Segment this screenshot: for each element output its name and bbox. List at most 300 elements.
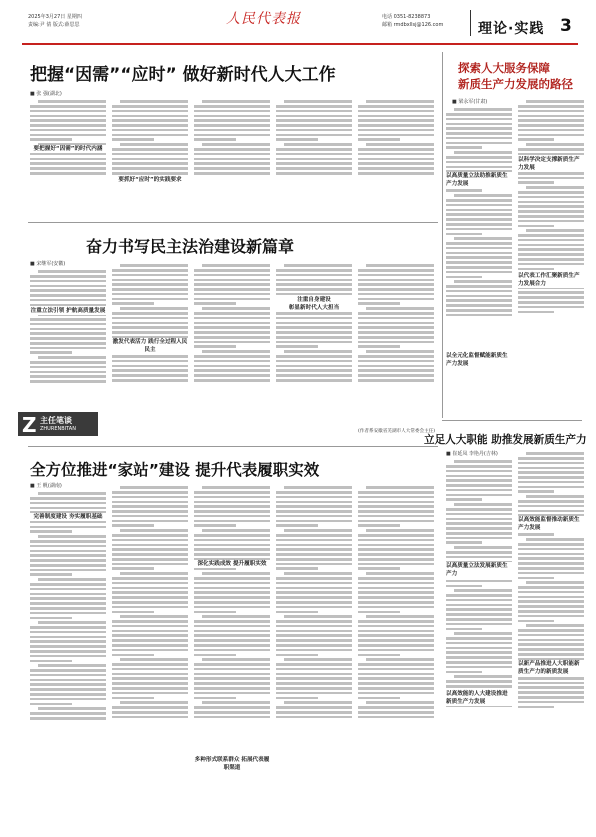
text-line [454, 589, 512, 592]
text-line [276, 331, 352, 334]
text-line [194, 172, 270, 175]
text-line [276, 601, 352, 604]
text-line [30, 342, 106, 345]
text-line [454, 460, 512, 463]
text-line [358, 293, 434, 296]
article-1-column-3 [194, 98, 270, 216]
text-line [112, 539, 188, 542]
text-line [194, 548, 270, 551]
text-line [112, 110, 188, 113]
text-line [518, 248, 584, 251]
text-line [358, 687, 434, 690]
text-line [446, 261, 512, 264]
text-line [446, 118, 512, 121]
text-line [358, 520, 434, 523]
text-line [366, 307, 434, 310]
text-line [358, 129, 434, 132]
text-line [194, 649, 270, 652]
text-line [30, 593, 106, 596]
text-line [112, 317, 188, 320]
text-line [38, 492, 106, 495]
article-2-subhead-1: 以高质量立法助推新质生产力发展 [446, 172, 512, 188]
text-line [518, 605, 584, 608]
text-line [358, 563, 434, 566]
text-line [276, 553, 352, 556]
text-line [366, 264, 434, 267]
text-line [446, 585, 482, 588]
text-line [518, 105, 584, 108]
text-line [30, 645, 106, 648]
text-line [446, 290, 512, 293]
text-line [194, 365, 270, 368]
masthead: 人民代表报 [226, 11, 301, 27]
text-line [518, 471, 584, 474]
text-line [38, 664, 106, 667]
text-line [38, 621, 106, 624]
text-line [276, 563, 352, 566]
text-line [112, 134, 188, 137]
text-line [112, 716, 188, 719]
article-5-column-5 [358, 484, 434, 828]
article-2-column-1 [446, 106, 512, 418]
text-line [120, 529, 188, 532]
text-line [518, 467, 584, 470]
text-line [276, 355, 352, 358]
text-line [446, 541, 482, 544]
email-line: 邮箱 rmdbxllsj@126.com [382, 22, 444, 28]
text-line [358, 692, 434, 695]
text-line [194, 577, 270, 580]
text-line [30, 583, 106, 586]
text-line [358, 673, 434, 676]
text-line [276, 148, 352, 151]
text-line [276, 596, 352, 599]
header-divider [470, 10, 471, 36]
text-line [358, 148, 434, 151]
text-line [112, 558, 188, 561]
text-line [194, 591, 270, 594]
text-line [112, 548, 188, 551]
article-4-subhead-1: 以高质量立法发展新质生产力 [446, 562, 512, 578]
text-line [276, 548, 352, 551]
text-line [446, 146, 482, 149]
text-line [358, 510, 434, 513]
text-line [358, 269, 434, 272]
text-line [446, 484, 512, 487]
text-line [358, 501, 434, 504]
text-line [454, 546, 512, 549]
text-line [518, 490, 554, 493]
text-line [518, 481, 584, 484]
text-line [30, 347, 106, 350]
text-line [526, 581, 584, 584]
text-line [446, 242, 512, 245]
text-line [518, 686, 584, 689]
text-line [526, 538, 584, 541]
text-line [30, 674, 106, 677]
text-line [276, 115, 352, 118]
text-line [112, 355, 188, 358]
text-line [276, 326, 352, 329]
text-line [30, 158, 106, 161]
text-line [446, 233, 482, 236]
text-line [518, 244, 584, 247]
article-2-subhead-3: 以科学决定支撑新质生产力发展 [518, 156, 584, 172]
text-line [112, 620, 188, 623]
text-line [112, 606, 188, 609]
article-4-title: 立足人大职能 助推发展新质生产力 [424, 434, 587, 446]
text-line [112, 591, 188, 594]
text-line [358, 302, 400, 305]
text-line [446, 127, 512, 130]
text-line [446, 213, 512, 216]
text-line [276, 379, 352, 382]
text-line [358, 649, 434, 652]
text-line [358, 544, 434, 547]
text-line [454, 632, 512, 635]
text-line [276, 496, 352, 499]
text-line [276, 591, 352, 594]
article-2-byline: ■ 梁永军(甘肃) [452, 99, 488, 105]
text-line [202, 264, 270, 267]
text-line [518, 577, 554, 580]
text-line [446, 666, 512, 669]
text-line [358, 369, 434, 372]
text-line [276, 491, 352, 494]
text-line [30, 564, 106, 567]
text-line [446, 651, 512, 654]
text-line [30, 105, 106, 108]
text-line [30, 167, 106, 170]
text-line [120, 701, 188, 704]
text-line [358, 365, 434, 368]
text-line [358, 288, 434, 291]
article-2-title: 探索人大服务保障 [458, 61, 550, 75]
text-line [446, 494, 512, 497]
text-line [194, 326, 270, 329]
text-line [358, 548, 434, 551]
text-line [446, 470, 512, 473]
text-line [276, 369, 352, 372]
text-line [454, 503, 512, 506]
text-line [194, 711, 270, 714]
text-line [30, 540, 106, 543]
text-line [30, 650, 106, 653]
text-line [30, 285, 106, 288]
text-line [276, 167, 352, 170]
text-line [194, 716, 270, 719]
text-line [112, 365, 188, 368]
text-line [446, 166, 512, 169]
text-line [112, 668, 188, 671]
text-line [30, 332, 106, 335]
divider-1 [28, 222, 438, 223]
text-line [358, 124, 434, 127]
text-line [194, 611, 236, 614]
text-line [194, 293, 270, 296]
text-line [194, 162, 270, 165]
text-line [276, 630, 352, 633]
text-line [276, 520, 352, 523]
text-line [358, 534, 434, 537]
text-line [30, 318, 106, 321]
text-line [112, 567, 154, 570]
text-line [358, 379, 434, 382]
text-line [112, 697, 154, 700]
text-line [358, 654, 400, 657]
text-line [446, 252, 512, 255]
text-line [120, 615, 188, 618]
text-line [30, 559, 106, 562]
text-line [518, 177, 584, 180]
article-1-column-4 [276, 98, 352, 216]
text-line [30, 119, 106, 122]
text-line [446, 556, 512, 559]
text-line [518, 462, 584, 465]
article-3-subhead-4: 彰显新时代人大担当 [276, 304, 352, 312]
text-line [446, 465, 512, 468]
text-line [358, 326, 434, 329]
text-line [194, 115, 270, 118]
text-line [112, 630, 188, 633]
text-line [194, 620, 270, 623]
article-1-column-5 [358, 98, 434, 216]
text-line [446, 314, 512, 317]
text-line [194, 692, 270, 695]
text-line [194, 524, 236, 527]
text-line [194, 341, 270, 344]
text-line [276, 697, 318, 700]
text-line [276, 374, 352, 377]
section-title: 理论·实践 [478, 21, 545, 37]
text-line [112, 639, 188, 642]
text-line [276, 269, 352, 272]
article-3-subhead-2: 激发代表活力 践行全过程人民民主 [112, 339, 188, 353]
text-line [358, 105, 434, 108]
text-line [276, 158, 352, 161]
text-line [358, 274, 434, 277]
text-line [112, 167, 188, 170]
text-line [446, 204, 512, 207]
text-line [38, 100, 106, 103]
text-line [276, 644, 352, 647]
text-line [358, 515, 434, 518]
text-line [446, 680, 512, 683]
text-line [30, 129, 106, 132]
text-line [112, 649, 188, 652]
article-5-title: 全方位推进“家站”建设 提升代表履职实效 [30, 461, 320, 479]
text-line [518, 201, 584, 204]
text-line [112, 269, 188, 272]
text-line [276, 582, 352, 585]
text-line [518, 268, 554, 271]
text-line [30, 683, 106, 686]
text-line [358, 582, 434, 585]
text-line [446, 522, 512, 525]
text-line [358, 491, 434, 494]
text-line [194, 496, 270, 499]
text-line [518, 634, 584, 637]
text-line [358, 158, 434, 161]
text-line [112, 505, 188, 508]
text-line [112, 534, 188, 537]
text-line [194, 360, 270, 363]
text-line [358, 115, 434, 118]
text-line [112, 563, 188, 566]
text-line [276, 322, 352, 325]
text-line [194, 317, 270, 320]
text-line [366, 100, 434, 103]
text-line [276, 515, 352, 518]
text-line [194, 105, 270, 108]
text-line [518, 181, 554, 184]
text-line [112, 124, 188, 127]
text-line [446, 613, 512, 616]
text-line [358, 663, 434, 666]
text-line [446, 527, 512, 530]
text-line [194, 158, 270, 161]
text-line [358, 644, 434, 647]
text-line [276, 524, 318, 527]
article-2-subhead-4: 以代表工作汇聚新质生产力发展合力 [518, 272, 584, 288]
text-line [202, 529, 270, 532]
text-line [112, 496, 188, 499]
text-line [202, 615, 270, 618]
text-line [30, 337, 106, 340]
text-line [30, 550, 106, 553]
text-line [194, 153, 270, 156]
text-line [112, 544, 188, 547]
text-line [276, 510, 352, 513]
text-line [30, 371, 106, 374]
text-line [194, 148, 270, 151]
text-line [120, 658, 188, 661]
text-line [446, 247, 512, 250]
text-line [518, 296, 584, 299]
text-line [112, 654, 154, 657]
text-line [358, 331, 434, 334]
text-line [518, 696, 584, 699]
text-line [276, 606, 352, 609]
text-line [30, 361, 106, 364]
text-line [112, 148, 188, 151]
text-line [276, 544, 352, 547]
text-line [112, 663, 188, 666]
text-line [518, 124, 584, 127]
text-line [30, 569, 106, 572]
text-line [276, 639, 352, 642]
text-line [454, 237, 512, 240]
text-line [518, 119, 584, 122]
text-line [194, 687, 270, 690]
text-line [518, 620, 554, 623]
text-line [202, 143, 270, 146]
text-line [30, 521, 106, 524]
text-line [518, 510, 584, 513]
article-1-subhead-1: 要把握好“因需”的时代内涵 [30, 145, 106, 153]
text-line [30, 299, 106, 302]
text-line [120, 572, 188, 575]
text-line [112, 105, 188, 108]
article-3-author-note: (作者系安徽省芜湖市人大常委会主任) [358, 429, 436, 434]
article-5-byline: ■ 王 帆(湖南) [30, 483, 62, 489]
text-line [358, 283, 434, 286]
text-line [446, 218, 512, 221]
text-line [358, 162, 434, 165]
text-line [194, 644, 270, 647]
text-line [112, 360, 188, 363]
text-line [358, 634, 434, 637]
text-line [518, 596, 584, 599]
text-line [446, 228, 512, 231]
text-line [446, 223, 512, 226]
text-line [194, 288, 270, 291]
text-line [446, 199, 512, 202]
text-line [194, 274, 270, 277]
text-line [446, 532, 512, 535]
text-line [358, 711, 434, 714]
article-3-title: 奋力书写民主法治建设新篇章 [86, 237, 295, 256]
article-5-column-2 [112, 484, 188, 828]
text-line [446, 513, 512, 516]
text-line [358, 341, 434, 344]
text-line [276, 587, 352, 590]
text-line [276, 288, 352, 291]
text-line [276, 634, 352, 637]
article-2-column-2 [518, 98, 584, 418]
text-line [30, 366, 106, 369]
text-line [276, 283, 352, 286]
text-line [30, 162, 106, 165]
text-line [30, 289, 106, 292]
text-line [284, 486, 352, 489]
text-line [518, 258, 584, 261]
article-5-column-3 [194, 484, 270, 828]
text-line [194, 663, 270, 666]
right-column-divider [442, 52, 443, 418]
text-line [518, 706, 554, 709]
text-line [30, 717, 106, 720]
text-line [446, 209, 512, 212]
text-line [194, 134, 270, 137]
text-line [276, 534, 352, 537]
text-line [366, 658, 434, 661]
text-line [358, 706, 434, 709]
text-line [358, 153, 434, 156]
text-line [518, 615, 584, 618]
text-line [112, 644, 188, 647]
text-line [518, 153, 584, 156]
text-line [358, 677, 434, 680]
text-line [30, 375, 106, 378]
text-line [358, 611, 400, 614]
text-line [358, 553, 434, 556]
text-line [454, 151, 512, 154]
text-line [454, 108, 512, 111]
text-line [358, 496, 434, 499]
text-line [30, 597, 106, 600]
text-line [518, 115, 584, 118]
text-line [194, 312, 270, 315]
text-line [194, 302, 236, 305]
text-line [358, 682, 434, 685]
text-line [30, 669, 106, 672]
article-3-column-5 [358, 262, 434, 440]
article-4-byline: ■ 崔延凤 李艳丹(吉林) [446, 451, 498, 457]
text-line [30, 693, 106, 696]
text-line [276, 668, 352, 671]
text-line [366, 143, 434, 146]
